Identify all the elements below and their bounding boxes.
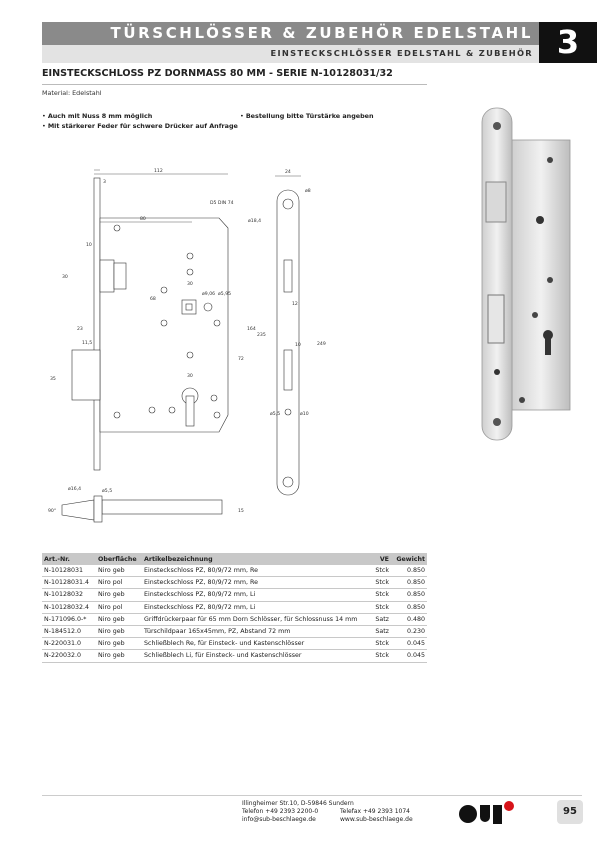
col-description: Artikelbezeichnung [142,553,363,565]
dim-3: 3 [103,180,106,185]
dim-35: 35 [50,377,56,382]
table-row [42,601,427,613]
cell: Stck [363,650,391,662]
dim-din: D5 DIN 74 [210,201,234,206]
chapter-number: 3 [539,22,597,63]
cell: Griffdrückerpaar für 65 mm Dorn Schlösser, für Schlossnuss 14 mm [142,613,363,625]
table-row [42,589,427,601]
dim-15: 15 [238,509,244,514]
footer-email[interactable]: info@sub-beschlaege.de [242,816,316,823]
col-weight: Gewicht [391,553,427,565]
cell: N-220032.0 [42,650,96,662]
dim-112: 112 [154,169,163,174]
footer-divider [42,795,582,796]
table-row [42,577,427,589]
cell: 0.230 [391,625,427,637]
cell: 0.850 [391,589,427,601]
dim-10-b: 10 [295,343,301,348]
dim-164: 164 [247,327,256,332]
dim-d8: ø8 [305,189,311,194]
cell: Stck [363,589,391,601]
cell: Einsteckschloss PZ, 80/9/72 mm, Re [142,565,363,577]
cell: 0.850 [391,565,427,577]
col-article: Art.-Nr. [42,553,96,565]
cell: N-10128031.4 [42,577,96,589]
cell: N-220031.0 [42,638,96,650]
cell: Satz [363,613,391,625]
cell: Schließblech Re, für Einsteck- und Kastenschlösser [142,638,363,650]
cell: Niro geb [96,589,142,601]
cell: 0.850 [391,577,427,589]
table-header-row [42,553,427,565]
dim-72: 72 [238,357,244,362]
category-header [42,22,539,45]
table-row [42,613,427,625]
cell: 0.045 [391,650,427,662]
material-note: Material: Edelstahl [42,89,102,97]
hole-9: ø9,06 [202,292,216,297]
dim-235: 235 [257,333,266,338]
dim-68: 68 [150,297,156,302]
cell: 0.480 [391,613,427,625]
cell: Niro geb [96,625,142,637]
subcategory-header [42,45,539,63]
cell: Stck [363,638,391,650]
cell: Türschildpaar 165x45mm, PZ, Abstand 72 mm [142,625,363,637]
dim-90: 90° [48,509,57,514]
cell: Stck [363,601,391,613]
table-row [42,650,427,662]
dim-10: 10 [86,243,92,248]
cell: N-171096.0-* [42,613,96,625]
cell: Einsteckschloss PZ, 80/9/72 mm, Li [142,601,363,613]
dim-30: 30 [62,275,68,280]
cell: Stck [363,577,391,589]
dim-23: 23 [77,327,83,332]
dim-11-5: 11,5 [82,341,93,346]
cell: N-10128032.4 [42,601,96,613]
cell: Einsteckschloss PZ, 80/9/72 mm, Li [142,589,363,601]
cell: N-10128032 [42,589,96,601]
cell: Niro pol [96,601,142,613]
footer-phone: Telefon +49 2393 2200-0 [242,808,319,815]
title-divider [42,84,427,85]
cell: N-10128031 [42,565,96,577]
table-row [42,638,427,650]
dim-d5-5: ø5,5 [270,412,281,417]
dim-d5-5-b: ø5,5 [102,489,113,494]
cell: Niro geb [96,650,142,662]
page-number: 95 [557,800,583,824]
product-title: EINSTECKSCHLOSS PZ DORNMASS 80 MM - SERIE N-10128031/32 [42,68,393,79]
cell: Satz [363,625,391,637]
col-unit: VE [363,553,391,565]
cell: 0.045 [391,638,427,650]
article-table [42,553,427,663]
dim-12: 12 [292,302,298,307]
subcategory-title: EINSTECKSCHLÖSSER EDELSTAHL & ZUBEHÖR [270,48,533,58]
dim-24: 24 [285,170,291,175]
dim-80: 80 [140,217,146,222]
dim-d10: ø10 [300,412,309,417]
footer-fax: Telefax +49 2393 1074 [340,808,410,815]
technical-drawing [42,160,344,532]
cell: N-184512.0 [42,625,96,637]
cell: Schließblech Li, für Einsteck- und Kastenschlösser [142,650,363,662]
cell: Niro geb [96,613,142,625]
brand-logo [458,798,516,826]
cell: Niro pol [96,577,142,589]
dim-30-b: 30 [187,282,193,287]
footer-address: Illingheimer Str.10, D-59846 Sundern [242,800,354,807]
cell: Niro geb [96,638,142,650]
col-surface: Oberfläche [96,553,142,565]
dim-d18: ø18,4 [248,219,262,224]
dim-30-c: 30 [187,374,193,379]
hole-5: ø5,95 [218,292,232,297]
bullet-spring: • Mit stärkerer Feder für schwere Drücker auf Anfrage [42,122,238,130]
footer-web[interactable]: www.sub-beschlaege.de [340,816,413,823]
cell: Einsteckschloss PZ, 80/9/72 mm, Re [142,577,363,589]
cell: Niro geb [96,565,142,577]
table-row [42,625,427,637]
product-photo [460,100,580,445]
cell: 0.850 [391,601,427,613]
bullet-order: • Bestellung bitte Türstärke angeben [240,112,374,120]
category-title: TÜRSCHLÖSSER & ZUBEHÖR EDELSTAHL [110,24,533,42]
cell: Stck [363,565,391,577]
bullet-nut: • Auch mit Nuss 8 mm möglich [42,112,153,120]
table-row [42,565,427,577]
dim-d16: ø16,4 [68,487,82,492]
dim-249: 249 [317,342,326,347]
